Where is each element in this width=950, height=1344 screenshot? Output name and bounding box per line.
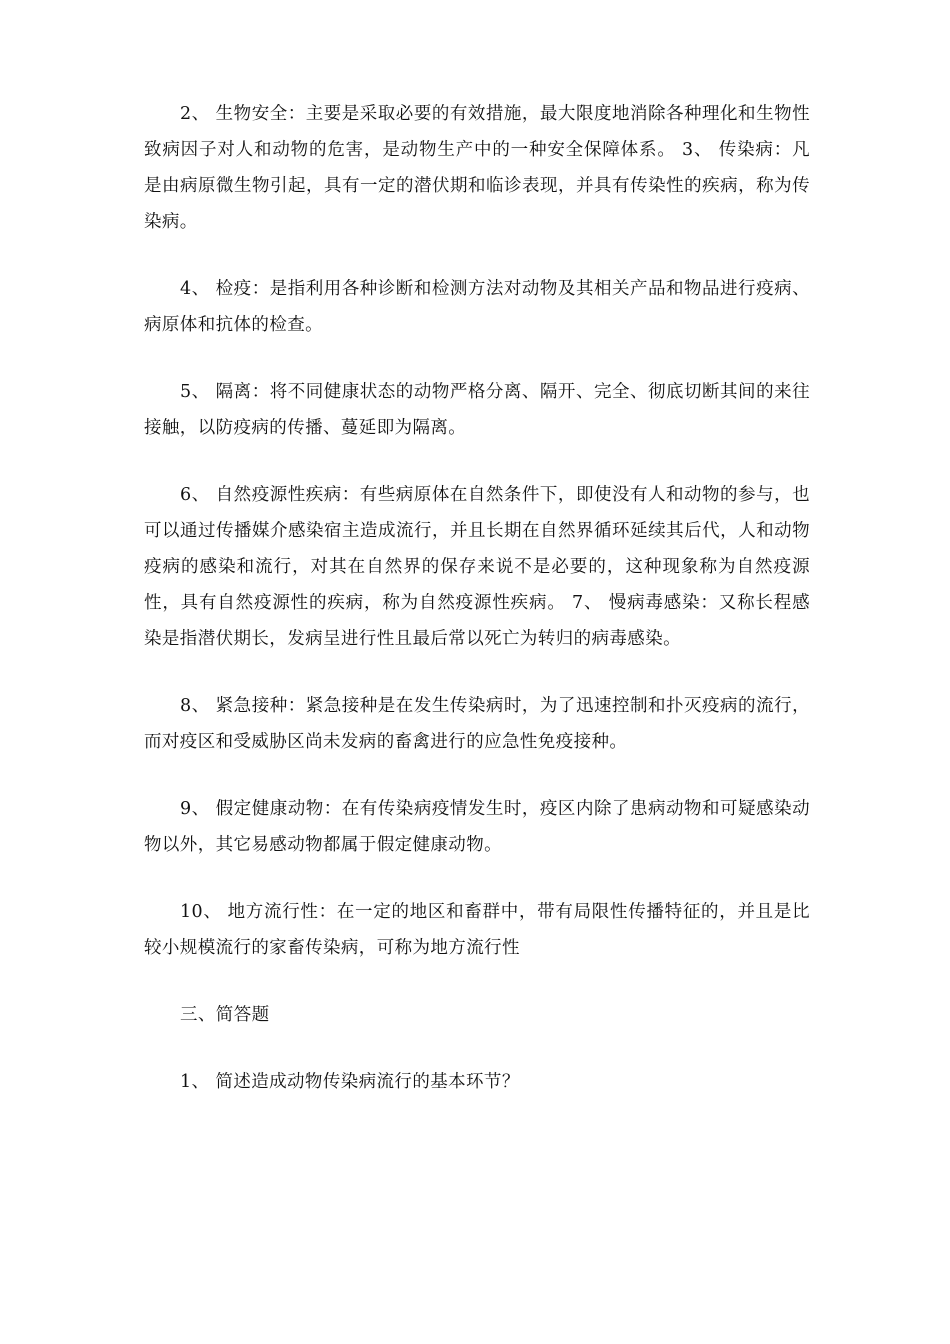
item-text: 生物安全：主要是采取必要的有效措施，最大限度地消除各种理化和生物性致病因子对人和动物的危害，是动物生产中的一种安全保障体系。 3、 传染病：凡是由病原微生物引起，具有一定的潜伏期和临诊表现，并具有传染性的疾病，称为传染病。 bbox=[144, 104, 811, 232]
definition-paragraph-6 bbox=[144, 477, 810, 657]
question-paragraph-1 bbox=[144, 1064, 810, 1100]
definition-paragraph-8 bbox=[144, 688, 810, 760]
item-number: 9、 bbox=[180, 799, 210, 819]
item-text: 隔离：将不同健康状态的动物严格分离、隔开、完全、彻底切断其间的来往接触，以防疫病的传播、蔓延即为隔离。 bbox=[144, 382, 811, 438]
definition-paragraph-4 bbox=[144, 271, 810, 343]
item-text: 紧急接种：紧急接种是在发生传染病时，为了迅速控制和扑灭疫病的流行，而对疫区和受威胁区尚未发病的畜禽进行的应急性免疫接种。 bbox=[144, 696, 811, 752]
item-number: 6、 bbox=[180, 485, 210, 505]
item-number: 4、 bbox=[180, 279, 210, 299]
item-text: 检疫：是指利用各种诊断和检测方法对动物及其相关产品和物品进行疫病、病原体和抗体的检查。 bbox=[144, 279, 811, 335]
item-number: 8、 bbox=[180, 696, 210, 716]
definition-paragraph-5 bbox=[144, 374, 810, 446]
item-number: 10、 bbox=[180, 902, 222, 922]
definition-paragraph-10 bbox=[144, 894, 810, 966]
item-number: 1、 bbox=[180, 1072, 210, 1092]
item-number: 2、 bbox=[180, 104, 210, 124]
item-text: 假定健康动物：在有传染病疫情发生时，疫区内除了患病动物和可疑感染动物以外，其它易感动物都属于假定健康动物。 bbox=[144, 799, 811, 855]
item-text: 地方流行性：在一定的地区和畜群中，带有局限性传播特征的，并且是比较小规模流行的家畜传染病，可称为地方流行性 bbox=[144, 902, 810, 958]
definition-paragraph-9 bbox=[144, 791, 810, 863]
item-text: 简述造成动物传染病流行的基本环节？ bbox=[215, 1072, 520, 1092]
item-number: 5、 bbox=[180, 382, 210, 402]
section-heading: 三、简答题 bbox=[180, 1005, 270, 1025]
definition-paragraph-2 bbox=[144, 96, 810, 240]
item-text: 自然疫源性疾病：有些病原体在自然条件下，即使没有人和动物的参与，也可以通过传播媒介感染宿主造成流行，并且长期在自然界循环延续其后代，人和动物疫病的感染和流行，对其在自然界的保存来说不是必要的，这种现象称为自然疫源性，具有自然疫源性的疾病，称为自然疫源性疾病。 7、 慢病毒感染：又称长程感染是指潜伏期长，发病呈进行性且最后常以死亡为转归的病毒感染。 bbox=[144, 485, 811, 649]
